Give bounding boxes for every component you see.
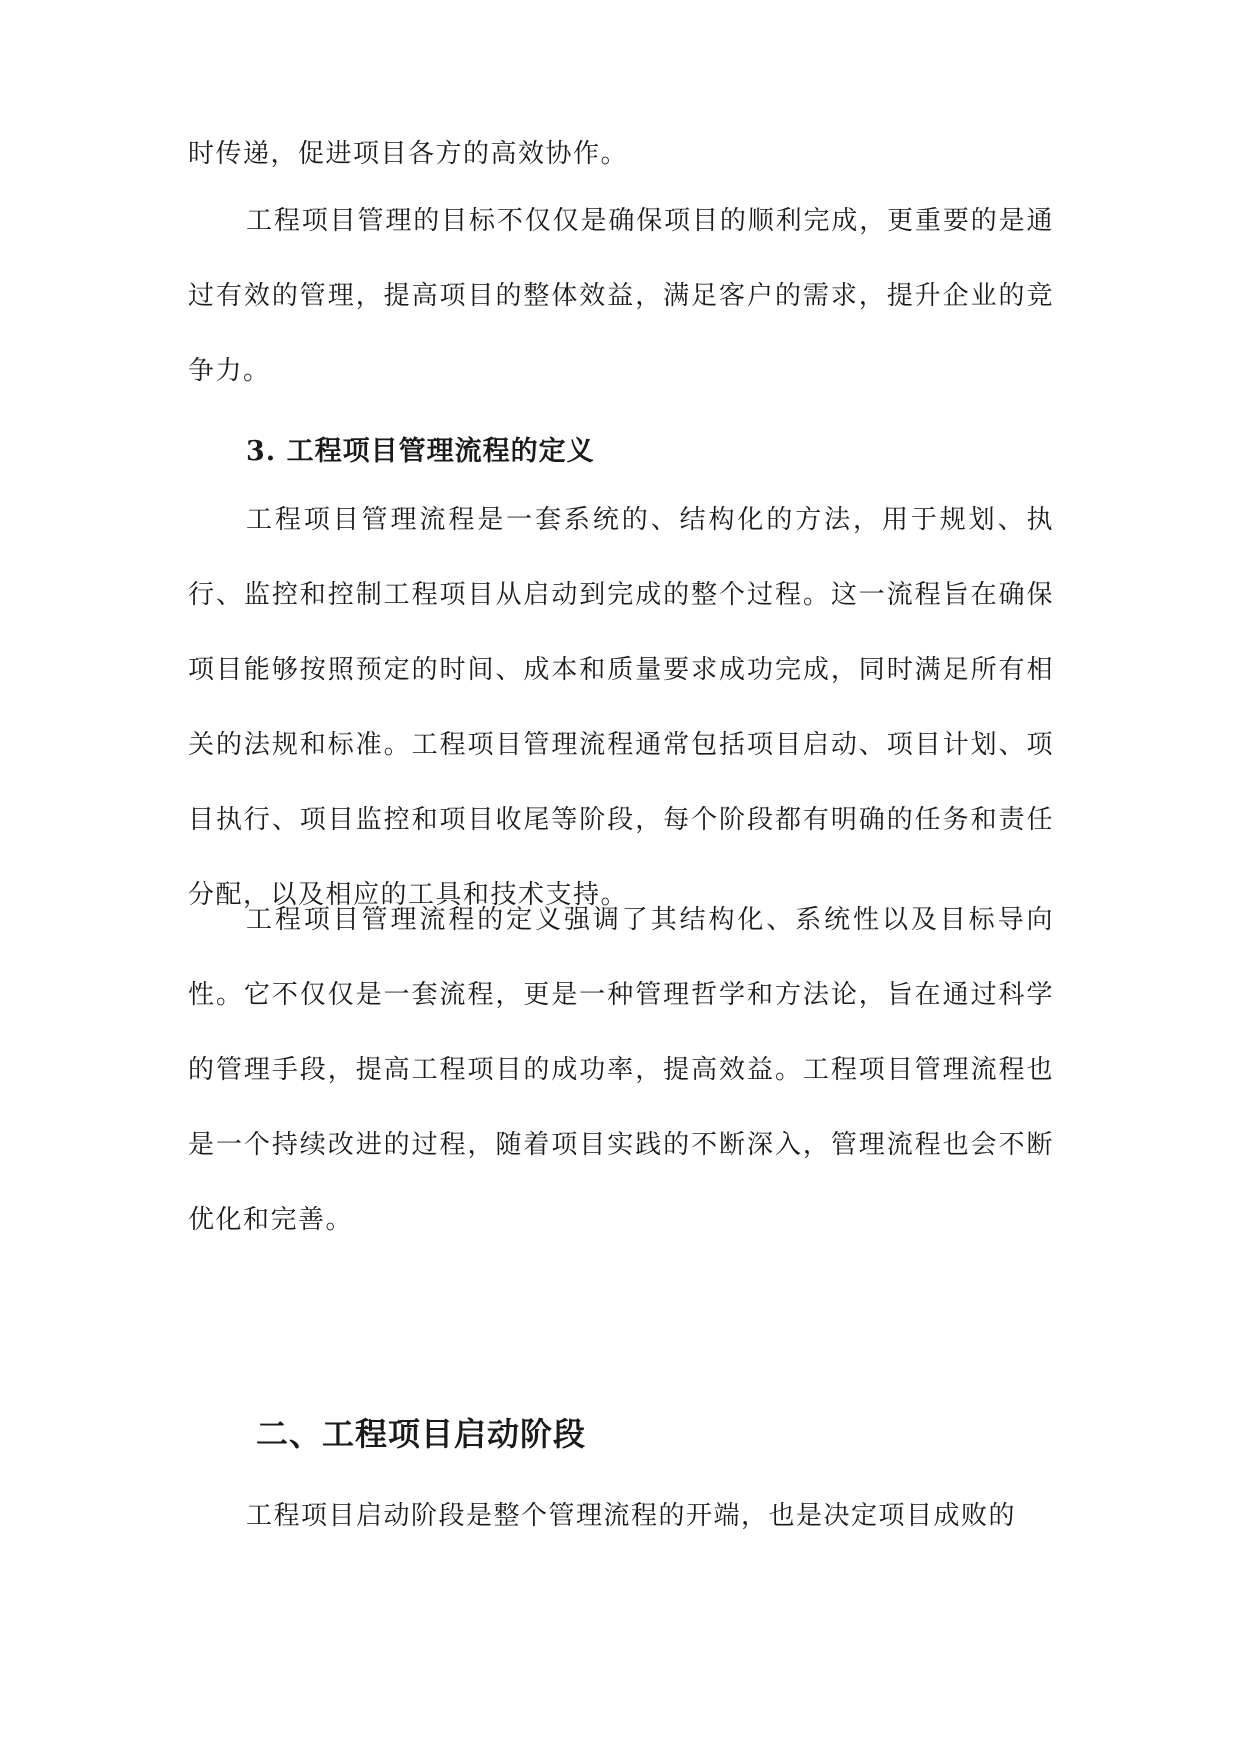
paragraph-management-goal: 工程项目管理的目标不仅仅是确保项目的顺利完成，更重要的是通过有效的管理，提高项目的整体效益，满足客户的需求，提升企业的竞争力。 (188, 206, 1054, 386)
paragraph-continuation: 时传递，促进项目各方的高效协作。 (188, 139, 629, 169)
paragraph-initiation-phase: 工程项目启动阶段是整个管理流程的开端，也是决定项目成败的 (246, 1501, 1017, 1531)
paragraph-process-definition: 工程项目管理流程是一套系统的、结构化的方法，用于规划、执行、监控和控制工程项目从启动到完成的整个过程。这一流程旨在确保项目能够按照预定的时间、成本和质量要求成功完成，同时满足所有相关的法规和标准。工程项目管理流程通常包括项目启动、项目计划、项目执行、项目监控和项目收尾等阶段，每个阶段都有明确的任务和责任分配，以及相应的工具和技术支持。 (188, 505, 1054, 910)
section-heading-process-definition: 3. 工程项目管理流程的定义 (246, 436, 595, 467)
chapter-heading-project-initiation: 二、工程项目启动阶段 (256, 1415, 587, 1453)
paragraph-process-definition-emphasis: 工程项目管理流程的定义强调了其结构化、系统性以及目标导向性。它不仅仅是一套流程，更是一种管理哲学和方法论，旨在通过科学的管理手段，提高工程项目的成功率，提高效益。工程项目管理流程也是一个持续改进的过程，随着项目实践的不断深入，管理流程也会不断优化和完善。 (188, 905, 1054, 1235)
